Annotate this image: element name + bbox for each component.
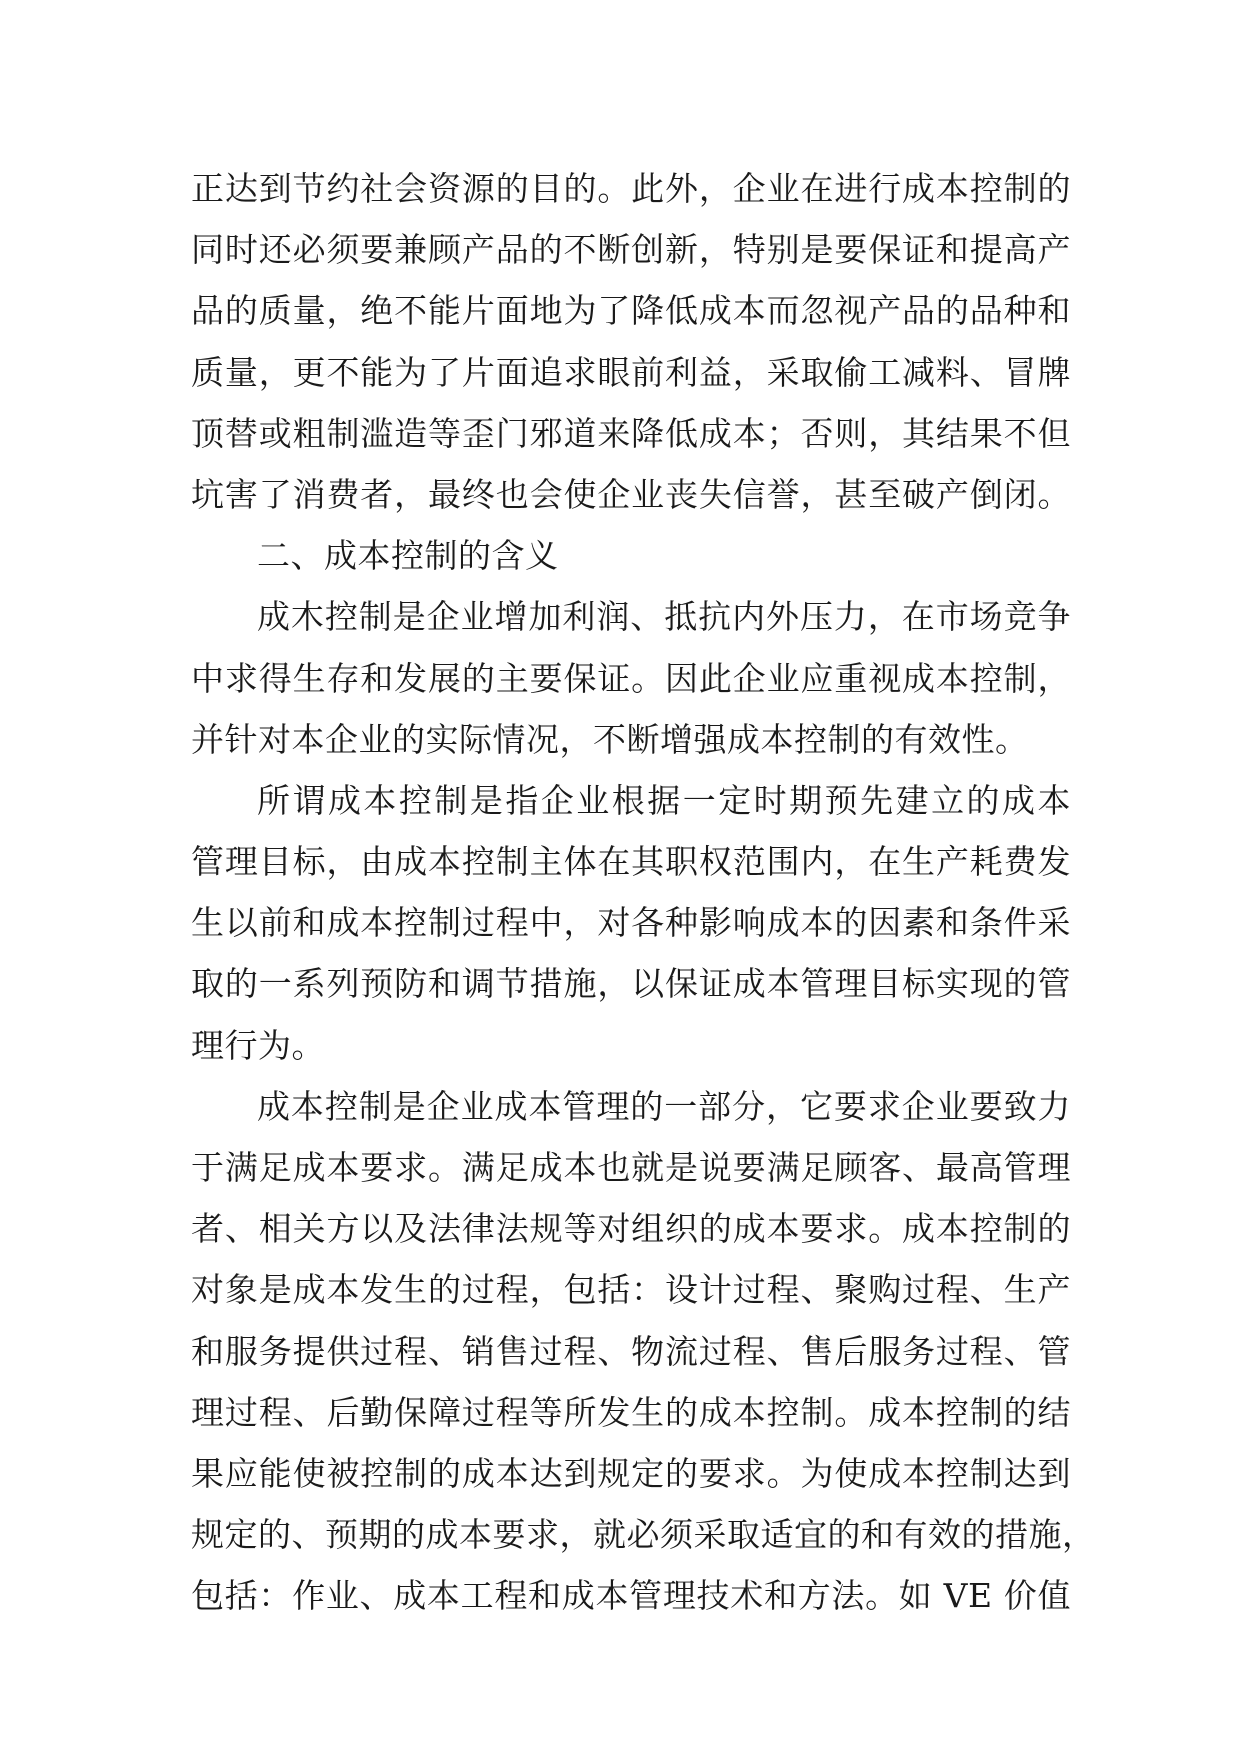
text-line: 和服务提供过程、销售过程、物流过程、售后服务过程、管: [191, 1331, 1071, 1371]
text-line: 管理目标，由成本控制主体在其职权范围内，在生产耗费发: [191, 842, 1071, 882]
text-line: 中求得生存和发展的主要保证。因此企业应重视成本控制，: [191, 658, 1071, 698]
text-line: 规定的、预期的成本要求，就必须采取适宜的和有效的措施，: [191, 1515, 1096, 1555]
text-line: 果应能使被控制的成本达到规定的要求。为使成本控制达到: [191, 1453, 1071, 1493]
text-line: 理过程、后勤保障过程等所发生的成本控制。成本控制的结: [191, 1392, 1071, 1432]
text-line: 对象是成本发生的过程，包括：设计过程、聚购过程、生产: [191, 1270, 1071, 1310]
text-line: 所谓成本控制是指企业根据一定时期预先建立的成本: [257, 780, 1071, 820]
text-line: 成本控制是企业成本管理的一部分，它要求企业要致力: [257, 1086, 1071, 1126]
text-line: 理行为。: [191, 1025, 325, 1065]
text-line: 于满足成本要求。满足成本也就是说要满足顾客、最高管理: [191, 1148, 1071, 1187]
text-line: 品的质量，绝不能片面地为了降低成本而忽视产品的品种和: [191, 291, 1071, 331]
text-line: 生以前和成本控制过程中，对各种影响成本的因素和条件采: [191, 903, 1071, 943]
text-line: 同时还必须要兼顾产品的不断创新，特别是要保证和提高产: [191, 230, 1071, 270]
body-text: [191, 158, 1096, 1627]
section-heading: 二、成本控制的含义: [257, 536, 559, 576]
text-line: 顶替或粗制滥造等歪门邪道来降低成本；否则，其结果不但: [191, 413, 1071, 453]
text-line: 取的一系列预防和调节措施，以保证成本管理目标实现的管: [191, 964, 1071, 1004]
text-line: 包括：作业、成本工程和成本管理技术和方法。如 VE 价值: [191, 1576, 1071, 1616]
text-line: 并针对本企业的实际情况，不断增强成本控制的有效性。: [191, 719, 1029, 759]
text-line: 正达到节约社会资源的目的。此外，企业在进行成本控制的: [191, 169, 1071, 208]
text-line: 坑害了消费者，最终也会使企业丧失信誉，甚至破产倒闭。: [191, 474, 1071, 514]
text-line: 者、相关方以及法律法规等对组织的成本要求。成本控制的: [191, 1209, 1071, 1249]
text-line: 成木控制是企业增加利润、抵抗内外压力，在市场竞争: [257, 597, 1071, 637]
text-line: 质量，更不能为了片面追求眼前利益，采取偷工减料、冒牌: [191, 352, 1071, 392]
